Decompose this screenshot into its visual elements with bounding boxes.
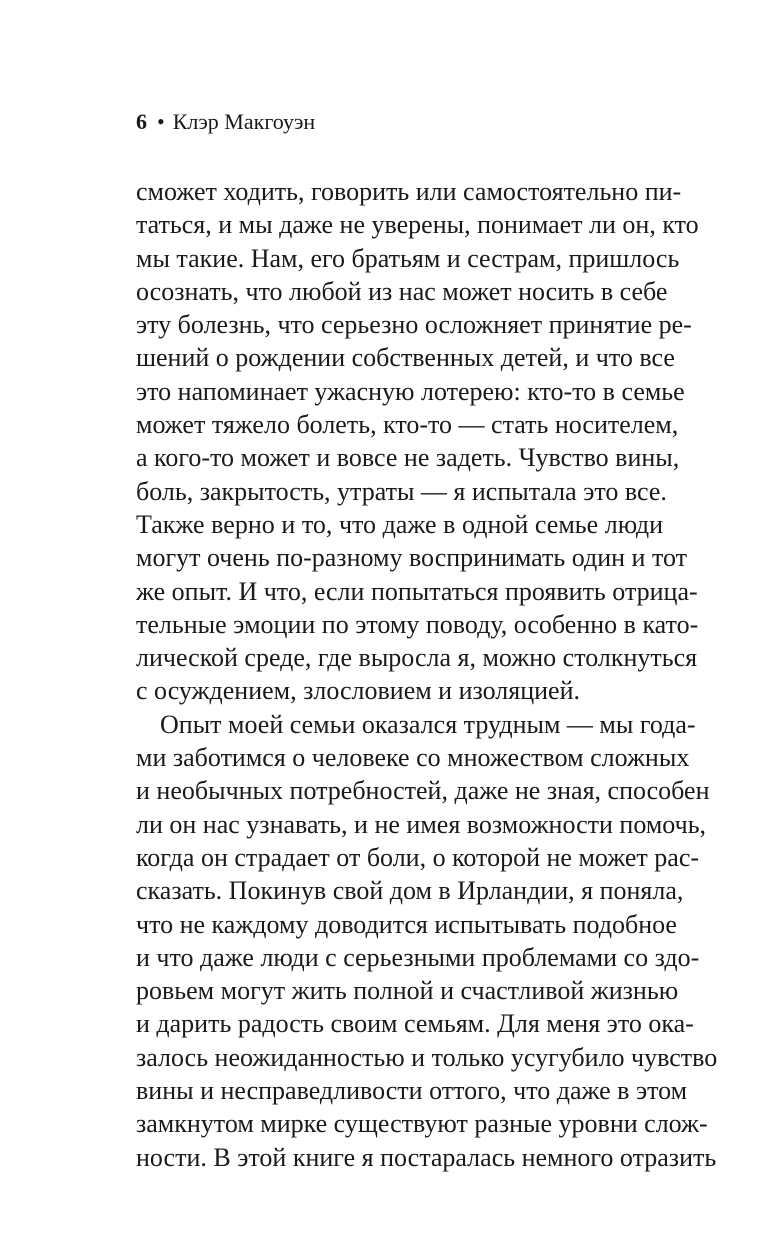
- header-separator: •: [157, 109, 165, 134]
- text-line: это напоминает ужасную лотерею: кто-то в семье: [136, 376, 685, 406]
- text-line: тельные эмоции по этому поводу, особенно в като-: [136, 609, 699, 639]
- text-line: может тяжело болеть, кто-то — стать носителем,: [136, 410, 679, 440]
- text-line: лической среде, где выросла я, можно столкнуться: [136, 643, 698, 673]
- text-line: эту болезнь, что серьезно осложняет принятие ре-: [136, 310, 692, 340]
- page-number: 6: [136, 109, 147, 134]
- text-line: ровьем могут жить полной и счастливой жизнью: [136, 976, 679, 1006]
- text-line: и что даже люди с серьезными проблемами со здо-: [136, 942, 700, 972]
- text-line: мы такие. Нам, его братьям и сестрам, пришлось: [136, 243, 680, 273]
- text-line: боль, закрытость, утраты — я испытала это все.: [136, 476, 667, 506]
- text-line: сказать. Покинув свой дом в Ирландии, я поняла,: [136, 876, 684, 906]
- text-line: что не каждому доводится испытывать подобное: [136, 909, 677, 939]
- text-line: и дарить радость своим семьям. Для меня это ока-: [136, 1009, 694, 1039]
- text-line: залось неожиданностью и только усугубило чувство: [136, 1042, 718, 1072]
- text-line: Также верно и то, что даже в одной семье люди: [136, 509, 663, 539]
- text-line: ли он нас узнавать, и не имея возможности помочь,: [136, 809, 707, 839]
- paragraph-end-line: с осуждением, злословием и изоляцией.: [136, 676, 581, 706]
- text-line: вины и несправедливости оттого, что даже в этом: [136, 1076, 688, 1106]
- text-line: и необычных потребностей, даже не зная, способен: [136, 776, 710, 806]
- text-line: ми заботимся о человеке со множеством сложных: [136, 743, 690, 773]
- text-line: шений о рождении собственных детей, и что все: [136, 343, 675, 373]
- text-line: сможет ходить, говорить или самостоятельно пи-: [136, 177, 682, 206]
- body-text: [136, 175, 718, 1174]
- text-line: таться, и мы даже не уверены, понимает ли он, кто: [136, 210, 699, 240]
- author-name: Клэр Макгоуэн: [172, 109, 316, 134]
- text-line: когда он страдает от боли, о которой не может рас-: [136, 842, 700, 872]
- text-line: ности. В этой книге я постаралась немного отразить: [136, 1142, 717, 1172]
- paragraph-start-line: Опыт моей семьи оказался трудным — мы года-: [160, 709, 696, 739]
- text-line: замкнутом мирке существуют разные уровни слож-: [136, 1109, 708, 1139]
- text-line: а кого-то может и вовсе не задеть. Чувство вины,: [136, 443, 680, 473]
- text-line: осознать, что любой из нас может носить в себе: [136, 276, 668, 306]
- text-line: могут очень по-разному воспринимать один и тот: [136, 543, 688, 573]
- running-header: [136, 108, 315, 136]
- text-line: же опыт. И что, если попытаться проявить отрица-: [136, 576, 698, 606]
